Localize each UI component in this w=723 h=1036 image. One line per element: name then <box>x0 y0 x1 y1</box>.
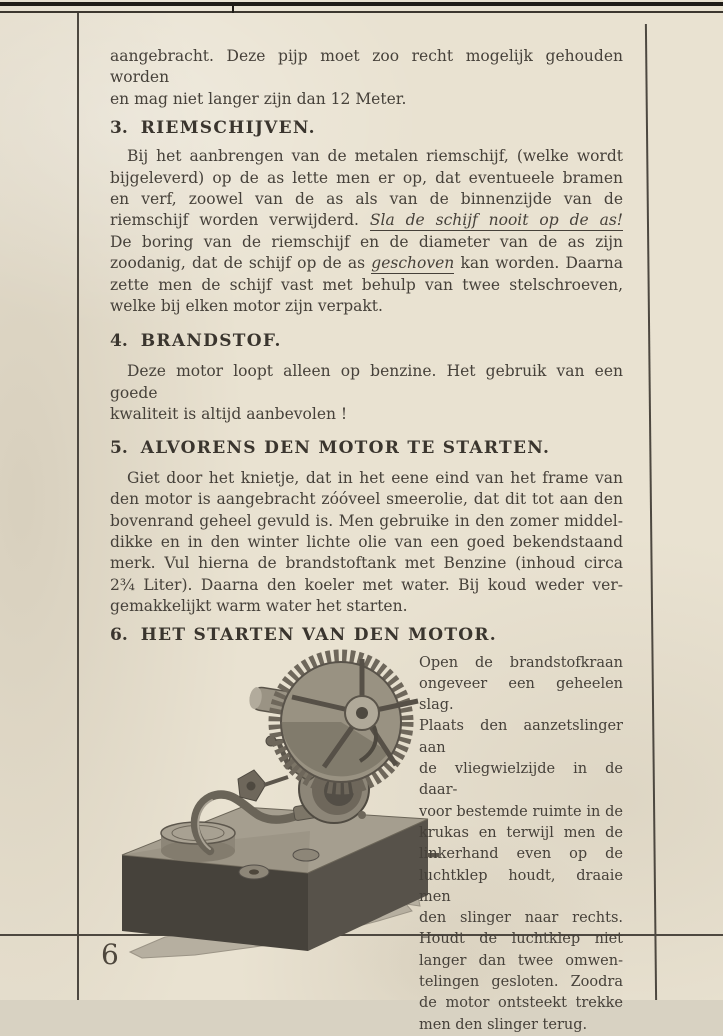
section-6-heading <box>110 624 623 646</box>
governor-pin <box>247 781 256 790</box>
section-5-paragraph: Giet door het knietje, dat in het eene eind van het frame van den motor is aangebracht zóóveel smeerolie, dat dit tot aan den bovenrand geheel gevuld is. Men gebruike in den zomer middel- dikke en in den winter lichte olie van een goed bekendstaand merk. Vul hierna de brandstoftank met Benzine (inhoud circa 2¾ Liter). Daarna den koeler met water. Bij koud weder ver- gemakkelijkt warm water het starten. <box>110 468 623 616</box>
page-content <box>110 0 623 1036</box>
section-6-number: 6. <box>110 624 128 645</box>
page-number: 6 <box>101 938 119 971</box>
intro-paragraph: aangebracht. Deze pijp moet zoo recht mogelijk gehouden worden en mag niet langer zijn dan 12 Meter. <box>110 47 623 108</box>
tank-mounting-lug-2 <box>293 849 319 861</box>
section-5-heading <box>110 437 623 459</box>
section-3-paragraph: Bij het aanbrengen van de metalen riemschijf, (welke wordt bijgeleverd) op de as lette men er op, dat eventueele bramen en verf, zoowel van de as als van de binnenzijde van de riemschijf worden verwijderd. Sla de schijf nooit op de as! De boring van de riemschijf en de diameter van de as zijn zoodanig, dat de schijf op de as geschoven kan worden. Daarna zette men de schijf vast met behulp van twee stelschroeven, welke bij elken motor zijn verpakt. <box>110 147 623 316</box>
motor-illustration <box>110 649 419 949</box>
section-3-heading <box>110 117 623 139</box>
section-4-number: 4. <box>110 331 128 352</box>
governor-link <box>264 777 288 785</box>
section-3-title: RIEMSCHIJVEN. <box>140 118 316 139</box>
lug-hole <box>249 869 259 874</box>
section-5-title: ALVORENS DEN MOTOR TE STARTEN. <box>140 437 551 458</box>
figure-and-text-row <box>110 649 623 1036</box>
section-6-paragraph: Open de brandstofkraan ongeveer een geheelen slag. Plaats den aanzetslinger aan de vliegwielzijde in de daar- voor bestemde ruimte in de krukas en terwijl men de linkerhand even op de luchtklep houdt, draaie men den slinger naar rechts. Houdt de luchtklep niet langer dan twee omwen- telingen gesloten. Zoodra de motor ontsteekt trekke men den slinger terug. <box>419 654 623 1033</box>
section-4-title: BRANDSTOF. <box>140 331 282 352</box>
right-margin-rule <box>645 24 657 1000</box>
section-4-heading <box>110 330 623 352</box>
hub-center <box>356 707 368 719</box>
left-margin-rule <box>77 13 79 1000</box>
bell-flange-bolt-2 <box>358 811 366 819</box>
section-6-title: HET STARTEN VAN DEN MOTOR. <box>140 624 498 645</box>
section-4-paragraph: Deze motor loopt alleen op benzine. Het gebruik van een goede kwaliteit is altijd aanbevolen ! <box>110 362 623 424</box>
section-5-number: 5. <box>110 437 128 458</box>
section-3-number: 3. <box>110 118 128 139</box>
